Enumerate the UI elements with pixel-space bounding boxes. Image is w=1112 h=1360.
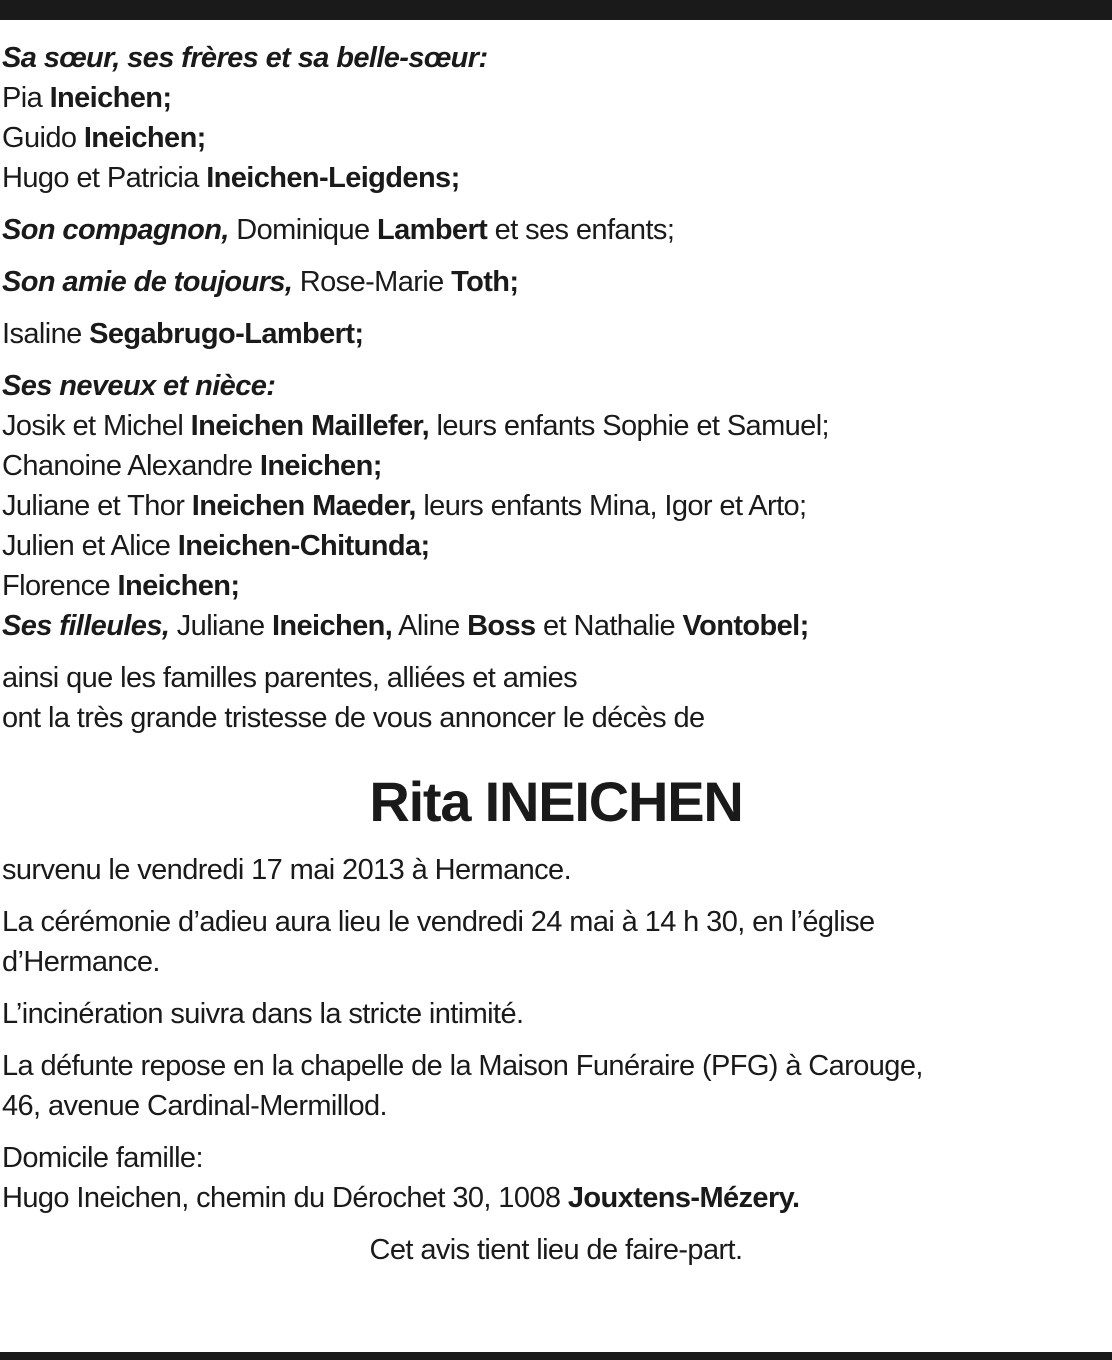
line-tail: leurs enfants Sophie et Samuel;: [429, 410, 830, 442]
death-notice: [2, 38, 1110, 1270]
family-name: Ineichen-Chitunda;: [177, 530, 430, 562]
nephews-heading: Ses neveux et nièce:: [2, 370, 276, 402]
companion-line: [2, 210, 1110, 250]
given-name: Florence: [2, 570, 118, 602]
deceased-name: Rita INEICHEN: [369, 770, 743, 833]
goddaughters-line: [2, 606, 1110, 646]
ceremony-line-1: La cérémonie d’adieu aura lieu le vendredi 24 mai à 14 h 30, en l’église: [2, 906, 875, 938]
family-name: Lambert: [376, 214, 488, 246]
nephew-line: [2, 446, 1110, 486]
given-name: Guido: [2, 122, 84, 154]
family-name: Ineichen,: [271, 610, 393, 642]
isaline-line: [2, 314, 1110, 354]
siblings-heading: Sa sœur, ses frères et sa belle-sœur:: [2, 42, 488, 74]
family-name: Ineichen;: [83, 122, 206, 154]
family-name: Segabrugo-Lambert;: [89, 318, 364, 350]
given-name: Isaline: [2, 318, 90, 350]
relation-label: Son amie de toujours,: [2, 266, 293, 298]
line-tail: leurs enfants Mina, Igor et Arto;: [415, 490, 807, 522]
domicile-label: Domicile famille:: [2, 1142, 203, 1174]
relation-label: Son compagnon,: [2, 214, 229, 246]
top-rule: [0, 0, 1112, 20]
address-text: Hugo Ineichen, chemin du Dérochet 30, 1008: [2, 1182, 568, 1214]
line-tail: et ses enfants;: [487, 214, 675, 246]
given-name: Pia: [2, 82, 50, 114]
given-name: Juliane et Thor: [2, 490, 192, 522]
friend-line: [2, 262, 1110, 302]
family-name: Ineichen;: [259, 450, 382, 482]
family-name: Ineichen Maeder,: [191, 490, 416, 522]
given-name: et Nathalie: [535, 610, 683, 642]
family-name: Ineichen-Leigdens;: [206, 162, 460, 194]
nephew-line: [2, 566, 1110, 606]
family-name: Ineichen;: [49, 82, 172, 114]
family-name: Toth;: [451, 266, 519, 298]
sibling-line: [2, 158, 1110, 198]
ceremony-line-2: d’Hermance.: [2, 946, 160, 978]
rest-line-2: 46, avenue Cardinal-Mermillod.: [2, 1090, 387, 1122]
family-name: Ineichen Maillefer,: [190, 410, 430, 442]
nephew-line: [2, 486, 1110, 526]
domicile-address: [2, 1178, 1110, 1218]
given-name: Julien et Alice: [2, 530, 178, 562]
sibling-line: [2, 78, 1110, 118]
given-name: Juliane: [169, 610, 272, 642]
given-name: Dominique: [228, 214, 377, 246]
family-name: Boss: [467, 610, 536, 642]
family-name: Ineichen;: [117, 570, 240, 602]
family-name: Vontobel;: [682, 610, 809, 642]
given-name: Hugo et Patricia: [2, 162, 207, 194]
bottom-rule: [0, 1352, 1112, 1360]
given-name: Aline: [392, 610, 468, 642]
sibling-line: [2, 118, 1110, 158]
cremation-line: L’incinération suivra dans la stricte intimité.: [2, 998, 524, 1030]
nephew-line: [2, 526, 1110, 566]
death-date-line: survenu le vendredi 17 mai 2013 à Hermance.: [2, 854, 572, 886]
given-name: Josik et Michel: [2, 410, 191, 442]
town-name: Jouxtens-Mézery.: [567, 1182, 800, 1214]
announcement-line-2: ont la très grande tristesse de vous annoncer le décès de: [2, 702, 705, 734]
announcement-line-1: ainsi que les familles parentes, alliées et amies: [2, 662, 578, 694]
relation-label: Ses filleules,: [2, 610, 170, 642]
given-name: Chanoine Alexandre: [2, 450, 260, 482]
rest-line-1: La défunte repose en la chapelle de la Maison Funéraire (PFG) à Carouge,: [2, 1050, 923, 1082]
given-name: Rose-Marie: [292, 266, 452, 298]
footer-note: Cet avis tient lieu de faire-part.: [369, 1234, 743, 1266]
nephew-line: [2, 406, 1110, 446]
